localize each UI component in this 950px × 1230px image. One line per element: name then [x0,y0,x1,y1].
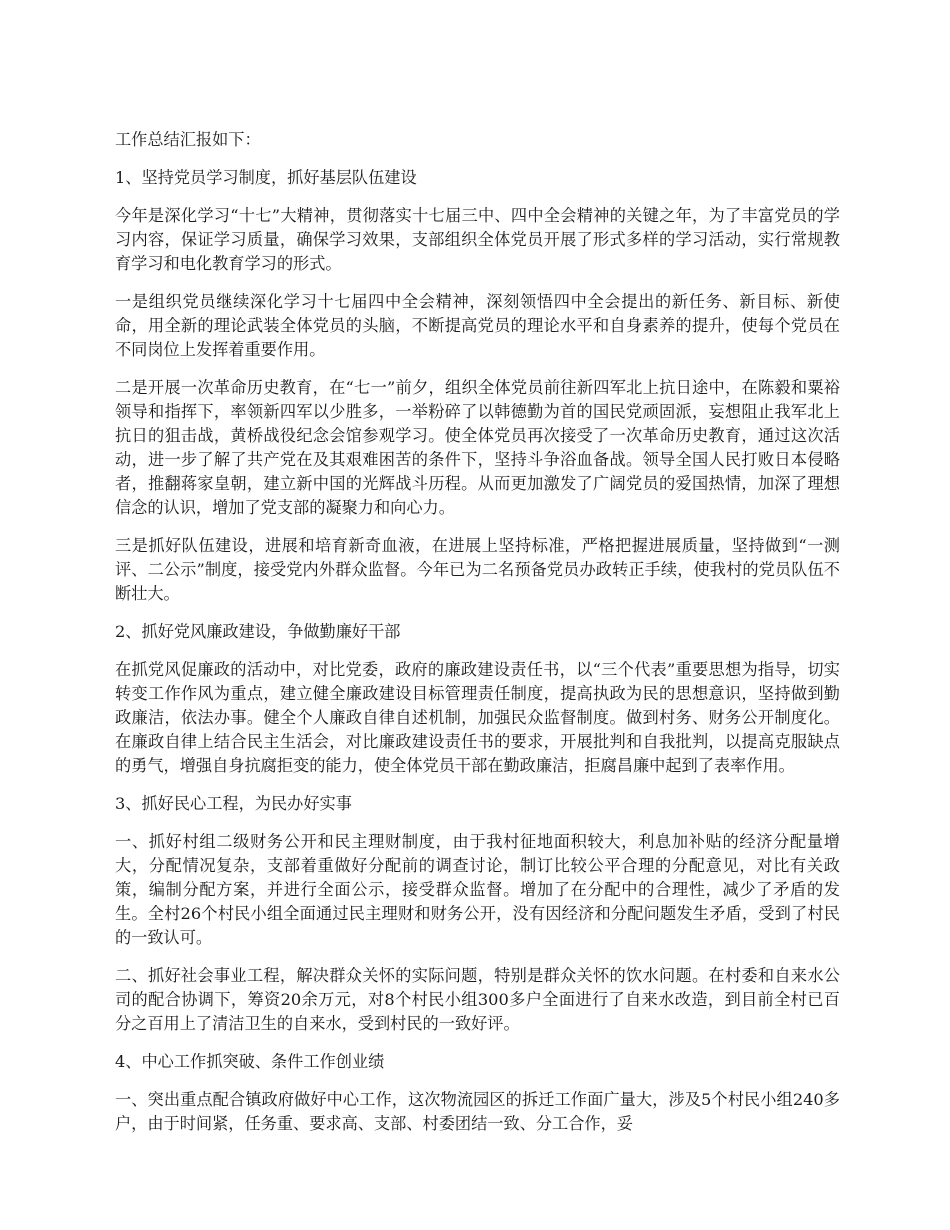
section-3-paragraph: 一、抓好村组二级财务公开和民主理财制度，由于我村征地面积较大，利息加补贴的经济分配量增大，分配情况复杂，支部着重做好分配前的调查讨论，制订比较公平合理的分配意见，对比有关政策，编制分配方案，并进行全面公示，接受群众监督。增加了在分配中的合理性，减少了矛盾的发生。全村26个村民小组全面通过民主理财和财务公开，没有因经济和分配问题发生矛盾，受到了村民的一致认可。 [115,832,840,947]
intro-text: 工作总结汇报如下： [115,130,261,149]
section-1-heading: 1、坚持党员学习制度，抓好基层队伍建设 [115,168,417,187]
section-4-paragraph: 一、突出重点配合镇政府做好中心工作，这次物流园区的拆迁工作面广量大，涉及5个村民小组240多户，由于时间紧，任务重、要求高、支部、村委团结一致、分工合作，妥 [115,1090,840,1133]
section-3-heading: 3、抓好民心工程，为民办好实事 [115,794,352,813]
section-2-paragraph: 在抓党风促廉政的活动中，对比党委，政府的廉政建设责任书，以“三个代表”重要思想为指导，切实转变工作作风为重点，建立健全廉政建设目标管理责任制度，提高执政为民的思想意识，坚持做到勤政廉洁，依法办事。健全个人廉政自律自述机制，加强民众监督制度。做到村务、财务公开制度化。在廉政自律上结合民主生活会，对比廉政建设责任书的要求，开展批判和自我批判，以提高克服缺点的勇气，增强自身抗腐拒变的能力，使全体党员干部在勤政廉洁，拒腐昌廉中起到了表率作用。 [115,660,840,775]
section-1-paragraph: 今年是深化学习“十七”大精神，贯彻落实十七届三中、四中全会精神的关键之年，为了丰富党员的学习内容，保证学习质量，确保学习效果，支部组织全体党员开展了形式多样的学习活动，实行常规教育学习和电化教育学习的形式。 [115,206,840,273]
section-1-paragraph: 二是开展一次革命历史教育，在“七一”前夕，组织全体党员前往新四军北上抗日途中，在陈毅和粟裕领导和指挥下，率领新四军以少胜多，一举粉碎了以韩德勤为首的国民党顽固派，妄想阻止我军北上抗日的狙击战，黄桥战役纪念会馆参观学习。使全体党员再次接受了一次革命历史教育，通过这次活动，进一步了解了共产党在及其艰难困苦的条件下，坚持斗争浴血备战。领导全国人民打败日本侵略者，推翻蒋家皇朝，建立新中国的光辉战斗历程。从而更加激发了广阔党员的爱国热情，加深了理想信念的认识，增加了党支部的凝聚力和向心力。 [115,378,840,517]
section-3-paragraph: 二、抓好社会事业工程，解决群众关怀的实际问题，特别是群众关怀的饮水问题。在村委和自来水公司的配合协调下，筹资20余万元，对8个村民小组300多户全面进行了自来水改造，到目前全村已百分之百用上了清洁卫生的自来水，受到村民的一致好评。 [115,966,840,1033]
section-4-heading: 4、中心工作抓突破、条件工作创业绩 [115,1052,385,1071]
document-body [115,128,840,1150]
section-1-paragraph: 三是抓好队伍建设，进展和培育新奇血液，在进展上坚持标准，严格把握进展质量，坚持做到“一测评、二公示”制度，接受党内外群众监督。今年已为二名预备党员办政转正手续，使我村的党员队伍不断壮大。 [115,536,840,603]
section-1-paragraph: 一是组织党员继续深化学习十七届四中全会精神，深刻领悟四中全会提出的新任务、新目标、新使命，用全新的理论武装全体党员的头脑，不断提高党员的理论水平和自身素养的提升，使每个党员在不同岗位上发挥着重要作用。 [115,292,840,359]
section-2-heading: 2、抓好党风廉政建设，争做勤廉好干部 [115,622,401,641]
